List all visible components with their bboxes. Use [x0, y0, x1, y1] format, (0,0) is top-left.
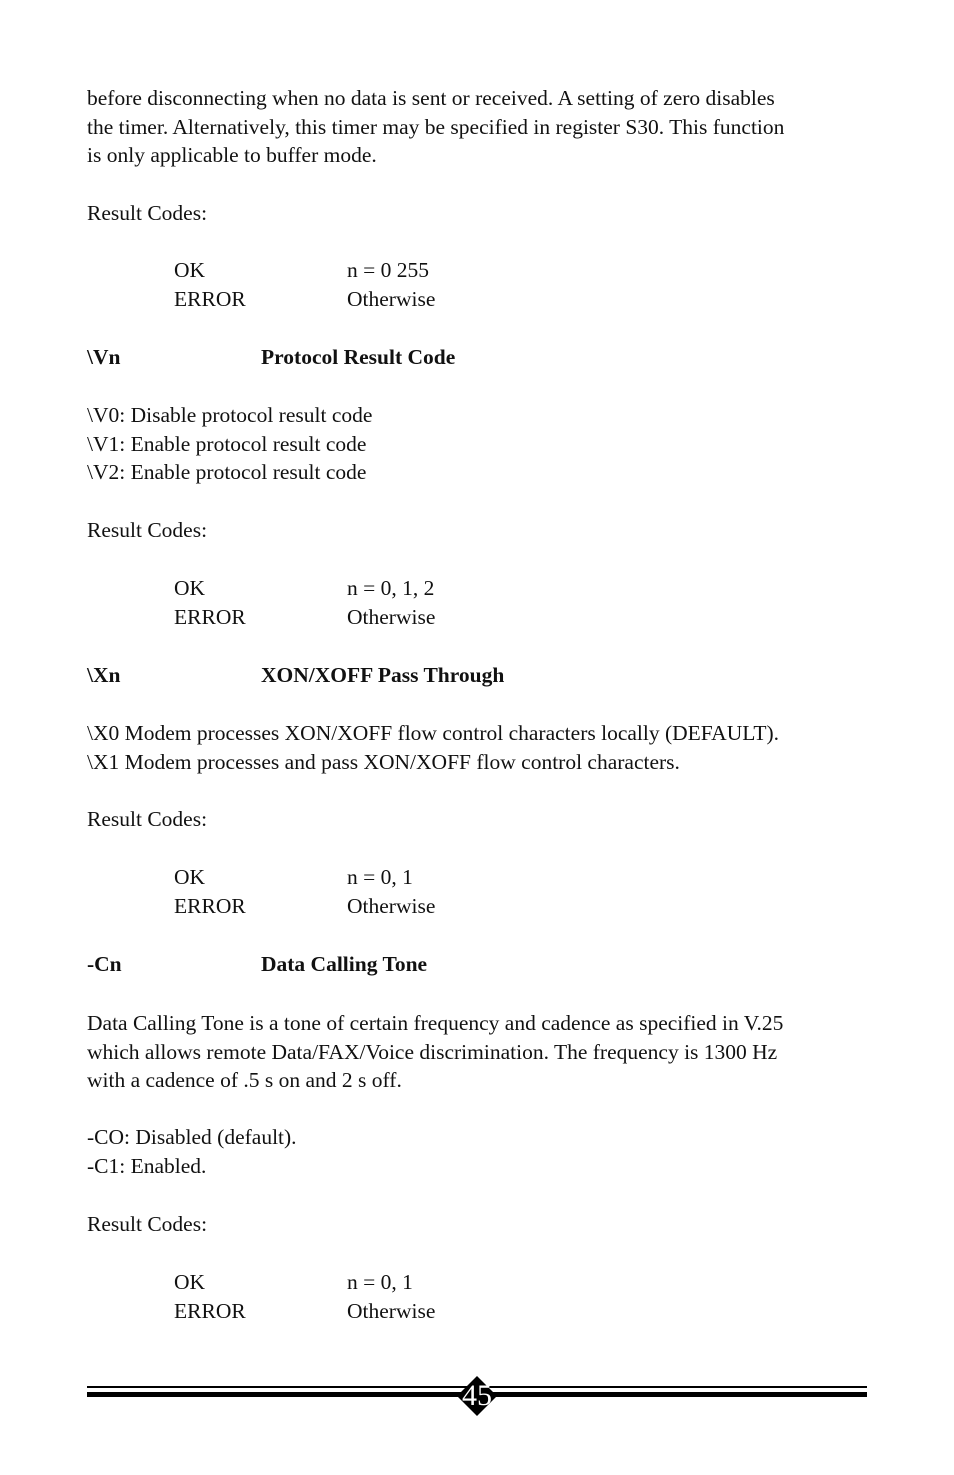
- command-title: Data Calling Tone: [261, 952, 428, 976]
- result-code-condition: n = 0, 1, 2: [347, 576, 435, 600]
- intro-text-line: before disconnecting when no data is sent or received. A setting of zero disables: [87, 86, 775, 110]
- command-name: \Vn: [87, 345, 121, 369]
- result-code: OK: [174, 258, 206, 282]
- result-codes-label: Result Codes:: [87, 518, 208, 542]
- result-code: OK: [174, 865, 206, 889]
- option-line: -CO: Disabled (default).: [87, 1125, 297, 1149]
- command-title: Protocol Result Code: [261, 345, 456, 369]
- option-line: \V1: Enable protocol result code: [87, 432, 367, 456]
- result-code: OK: [174, 576, 206, 600]
- page-footer: [87, 1378, 867, 1414]
- description-line: Data Calling Tone is a tone of certain frequency and cadence as specified in V.25: [87, 1011, 784, 1035]
- result-code: ERROR: [174, 605, 246, 629]
- page-number-badge: [457, 1376, 497, 1416]
- result-code-condition: n = 0, 1: [347, 865, 413, 889]
- result-code: OK: [174, 1270, 206, 1294]
- result-code-condition: Otherwise: [347, 894, 436, 918]
- description-line: which allows remote Data/FAX/Voice discrimination. The frequency is 1300 Hz: [87, 1040, 778, 1064]
- result-code: ERROR: [174, 894, 246, 918]
- option-line: \X1 Modem processes and pass XON/XOFF flow control characters.: [87, 750, 680, 774]
- result-codes-label: Result Codes:: [87, 1212, 208, 1236]
- result-codes-label: Result Codes:: [87, 807, 208, 831]
- intro-text-line: is only applicable to buffer mode.: [87, 143, 377, 167]
- result-code: ERROR: [174, 287, 246, 311]
- option-line: -C1: Enabled.: [87, 1154, 207, 1178]
- result-code-condition: n = 0 255: [347, 258, 430, 282]
- command-name: -Cn: [87, 952, 122, 976]
- command-title: XON/XOFF Pass Through: [261, 663, 505, 687]
- command-name: \Xn: [87, 663, 121, 687]
- result-code-condition: n = 0, 1: [347, 1270, 413, 1294]
- intro-text-line: the timer. Alternatively, this timer may be specified in register S30. This function: [87, 115, 785, 139]
- option-line: \V2: Enable protocol result code: [87, 460, 367, 484]
- result-code-condition: Otherwise: [347, 605, 436, 629]
- result-codes-label: Result Codes:: [87, 201, 208, 225]
- description-line: with a cadence of .5 s on and 2 s off.: [87, 1068, 402, 1092]
- result-code-condition: Otherwise: [347, 1299, 436, 1323]
- option-line: \V0: Disable protocol result code: [87, 403, 373, 427]
- result-code: ERROR: [174, 1299, 246, 1323]
- page-number: 45: [462, 1379, 492, 1412]
- option-line: \X0 Modem processes XON/XOFF flow control characters locally (DEFAULT).: [87, 721, 780, 745]
- result-code-condition: Otherwise: [347, 287, 436, 311]
